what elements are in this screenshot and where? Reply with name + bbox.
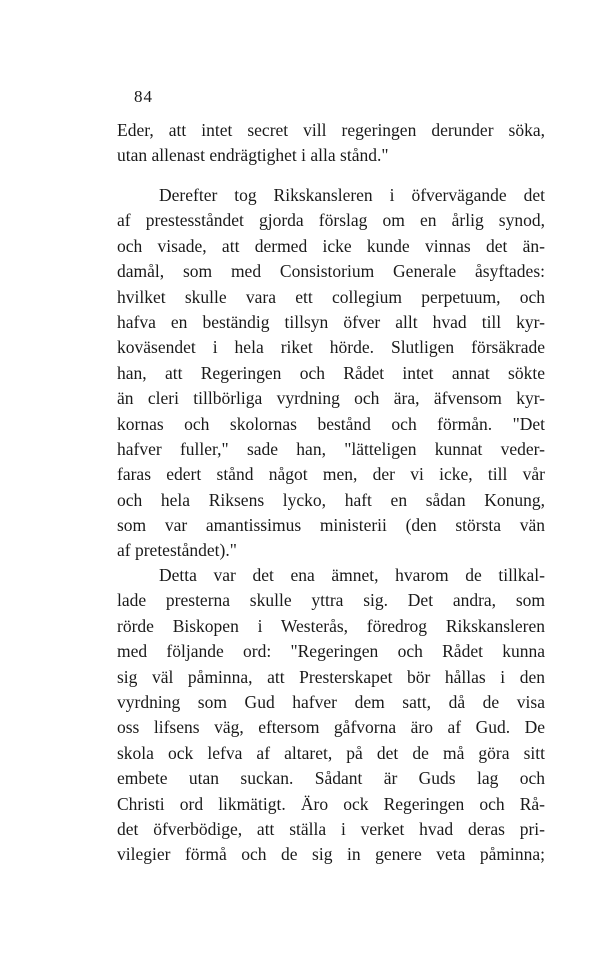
- text-line: sig väl påminna, att Presterskapet bör hållas i den: [117, 666, 545, 687]
- text-line: kornas och skolornas bestånd och förmån. "Det: [117, 413, 545, 434]
- text-line: damål, som med Consistorium Generale åsyftades:: [117, 261, 545, 282]
- text-line: koväsendet i hela riket hörde. Slutligen försäkrade: [117, 337, 545, 358]
- text-line: rörde Biskopen i Westerås, föredrog Rikskansleren: [117, 615, 545, 636]
- text-line: faras edert stånd något men, der vi icke, till vår: [117, 464, 545, 485]
- text-line: som var amantissimus ministerii (den största vän: [117, 515, 545, 536]
- text-line: embete utan suckan. Sådant är Guds lag och: [117, 768, 545, 789]
- text-line: och visade, att dermed icke kunde vinnas det än-: [117, 235, 545, 256]
- text-line: Derefter tog Rikskansleren i öfvervägande det: [159, 185, 545, 205]
- paragraph-2: [117, 183, 545, 564]
- text-line: oss lifsens väg, eftersom gåfvorna äro af Gud. De: [117, 717, 545, 738]
- text-line: han, att Regeringen och Rådet intet annat sökte: [117, 362, 545, 383]
- text-line: med följande ord: "Regeringen och Rådet kunna: [117, 641, 545, 662]
- text-line: och hela Riksens lycko, haft en sådan Konung,: [117, 489, 545, 510]
- text-line: lade presterna skulle yttra sig. Det andra, som: [117, 590, 545, 611]
- text-line: hafva en beständig tillsyn öfver allt hvad till kyr-: [117, 311, 545, 332]
- text-line: det öfverbödige, att ställa i verket hvad deras pri-: [117, 818, 545, 839]
- text-line: af preteståndet).": [117, 540, 237, 561]
- text-line: Detta var det ena ämnet, hvarom de tillkal-: [159, 565, 545, 585]
- text-line: vilegier förmå och de sig in genere veta påminna;: [117, 844, 545, 865]
- text-line: hvilket skulle vara ett collegium perpetuum, och: [117, 286, 545, 307]
- text-line: vyrdning som Gud hafver dem satt, då de visa: [117, 691, 545, 712]
- page-number: 84: [134, 87, 153, 106]
- text-line: utan allenast endrägtighet i alla stånd.": [117, 145, 389, 166]
- text-line: Eder, att intet secret vill regeringen derunder söka,: [117, 120, 545, 140]
- text-line: af prestesståndet gjorda förslag om en årlig synod,: [117, 210, 545, 231]
- text-line: skola ock lefva af altaret, på det de må göra sitt: [117, 742, 545, 763]
- text-line: Christi ord likmätigt. Äro ock Regeringen och Rå-: [117, 793, 545, 814]
- paragraph-1: [117, 118, 545, 169]
- text-line: hafver fuller," sade han, "lätteligen kunnat veder-: [117, 438, 545, 459]
- paragraph-3: [117, 563, 545, 868]
- text-line: än cleri tillbörliga vyrdning och ära, äfvensom kyr-: [117, 388, 545, 409]
